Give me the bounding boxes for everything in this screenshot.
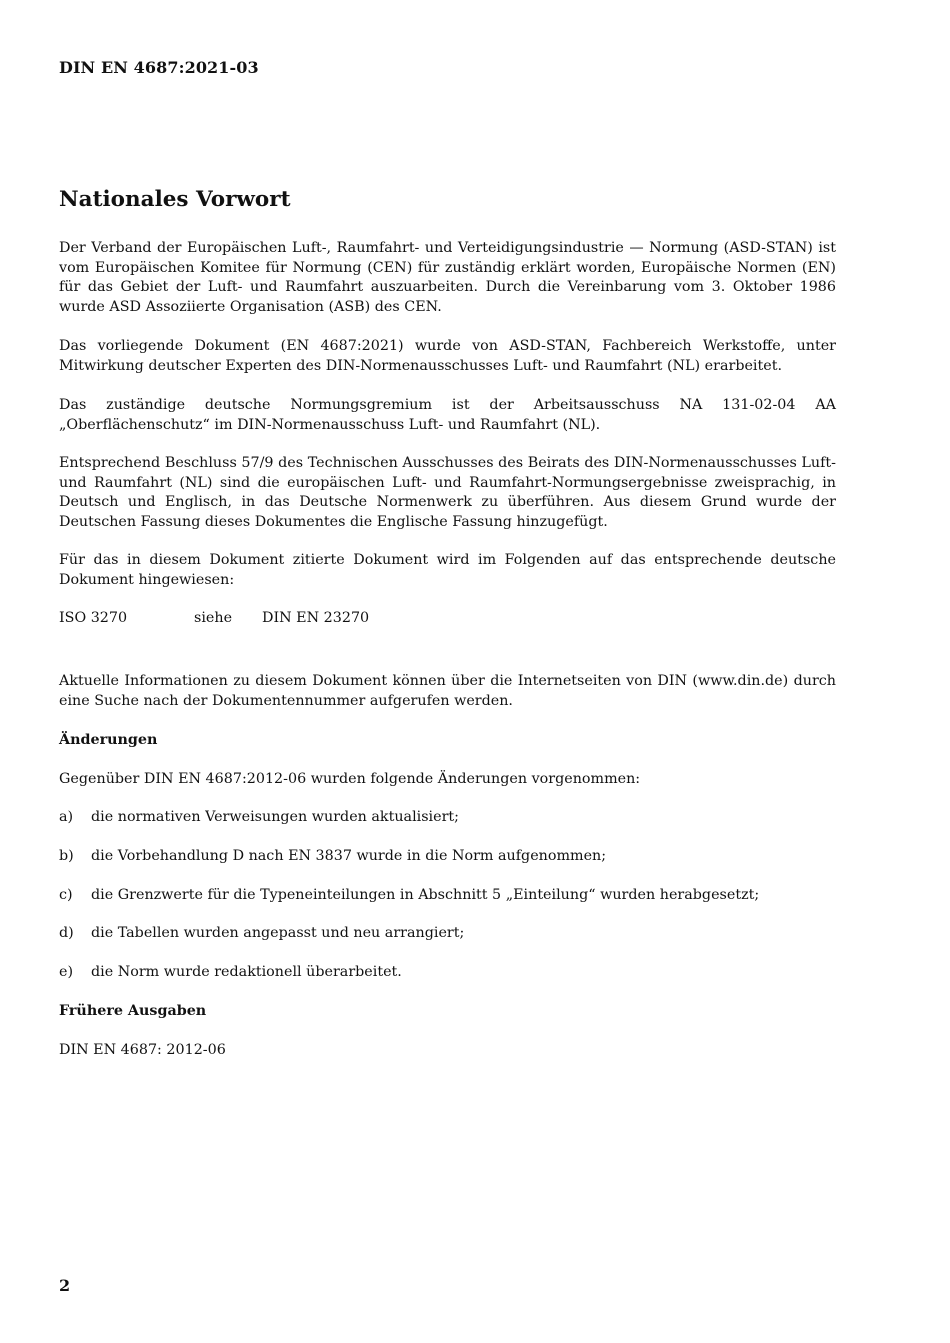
- cross-reference-iso: ISO 3270: [59, 610, 128, 626]
- list-marker: d): [59, 925, 74, 941]
- paragraph-info: Aktuelle Informationen zu diesem Dokument können über die Internetseiten von DIN (www.din.de) durch eine Suche nach der Dokumentennummer aufgerufen werden.: [59, 673, 836, 709]
- cross-reference-din: DIN EN 23270: [262, 610, 370, 626]
- previous-editions-heading: Frühere Ausgaben: [59, 1003, 207, 1019]
- list-text: die Tabellen wurden angepasst und neu arrangiert;: [91, 925, 465, 941]
- previous-editions-text: DIN EN 4687: 2012-06: [59, 1042, 226, 1058]
- paragraph-document-origin: Das vorliegende Dokument (EN 4687:2021) wurde von ASD-STAN, Fachbereich Werkstoffe, unter Mitwirkung deutscher Experten des DIN-Normenausschusses Luft- und Raumfahrt (NL) erarbeitet.: [59, 338, 836, 374]
- list-marker: a): [59, 809, 74, 825]
- list-text: die Norm wurde redaktionell überarbeitet.: [91, 964, 402, 980]
- list-text: die Vorbehandlung D nach EN 3837 wurde in die Norm aufgenommen;: [91, 848, 607, 864]
- paragraph-cited-document: Für das in diesem Dokument zitierte Dokument wird im Folgenden auf das entsprechende deutsche Dokument hingewiesen:: [59, 552, 836, 588]
- paragraph-bilingual: Entsprechend Beschluss 57/9 des Technischen Ausschusses des Beirats des DIN-Normenausschusses Luft- und Raumfahrt (NL) sind die europäischen Luft- und Raumfahrt-Normungsergebnisse zweisprachig, in Deutsch und Englisch, in das Deutsche Normenwerk zu überführen. Aus diesem Grund wurde der Deutschen Fassung dieses Dokumentes die Englische Fassung hinzugefügt.: [59, 455, 836, 530]
- changes-heading: Änderungen: [59, 732, 158, 748]
- list-marker: e): [59, 964, 74, 980]
- cross-reference-word: siehe: [194, 610, 233, 626]
- changes-intro: Gegenüber DIN EN 4687:2012-06 wurden folgende Änderungen vorgenommen:: [59, 771, 641, 787]
- list-text: die normativen Verweisungen wurden aktualisiert;: [91, 809, 459, 825]
- paragraph-committee: Das zuständige deutsche Normungsgremium ist der Arbeitsausschuss NA 131-02-04 AA „Oberflächenschutz“ im DIN-Normenausschuss Luft- und Raumfahrt (NL).: [59, 397, 836, 433]
- page-title: Nationales Vorwort: [59, 187, 291, 212]
- list-marker: b): [59, 848, 74, 864]
- paragraph-asd-stan: Der Verband der Europäischen Luft-, Raumfahrt- und Verteidigungsindustrie — Normung (ASD-STAN) ist vom Europäischen Komitee für Normung (CEN) für zuständig erklärt worden, Europäische Normen (EN) für das Gebiet der Luft- und Raumfahrt auszuarbeiten. Durch die Vereinbarung vom 3. Oktober 1986 wurde ASD Assoziierte Organisation (ASB) des CEN.: [59, 240, 836, 315]
- list-text: die Grenzwerte für die Typeneinteilungen in Abschnitt 5 „Einteilung“ wurden herabgesetzt;: [91, 887, 760, 903]
- page-number: 2: [59, 1276, 71, 1295]
- list-marker: c): [59, 887, 73, 903]
- document-id-header: DIN EN 4687:2021-03: [59, 58, 259, 77]
